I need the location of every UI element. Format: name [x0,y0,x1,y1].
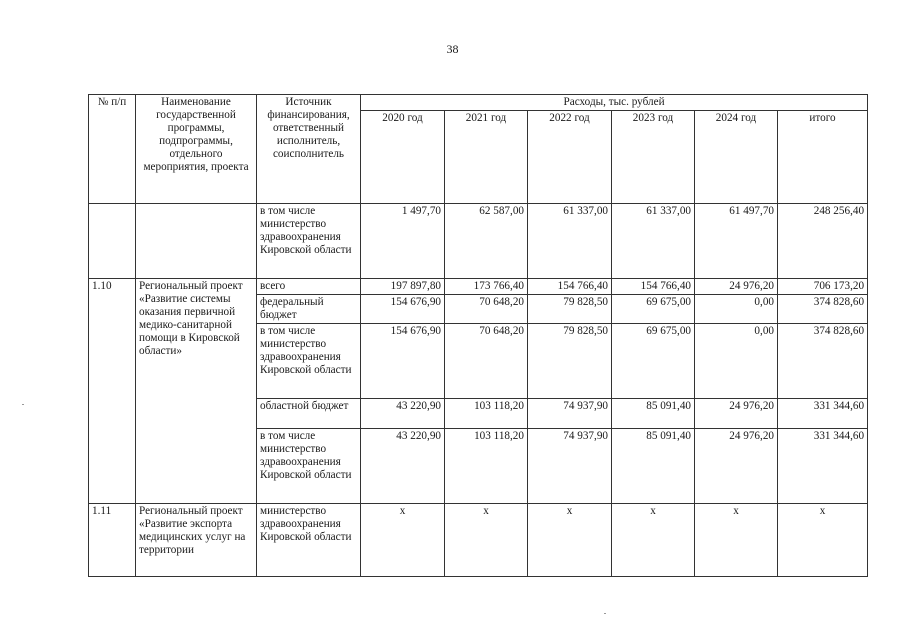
cell-value: 24 976,20 [695,429,778,504]
cell-source: министерство здравоохранения Кировской области [257,504,361,577]
cell-value: 24 976,20 [695,279,778,295]
header-source: Источник финансирования, ответственный исполнитель, соисполнитель [257,95,361,204]
header-year: 2021 год [445,111,528,204]
cell-source: в том числе министерство здравоохранения Кировской области [257,429,361,504]
cell-source: областной бюджет [257,399,361,429]
cell-value: 24 976,20 [695,399,778,429]
cell-name: Региональный проект «Развитие системы оказания первичной медико-санитарной помощи в Кировской области» [136,279,257,504]
cell-value: 69 675,00 [612,324,695,399]
cell-total: х [778,504,868,577]
header-total: итого [778,111,868,204]
cell-value: 173 766,40 [445,279,528,295]
cell-no: 1.10 [89,279,136,504]
cell-total: 331 344,60 [778,429,868,504]
cell-total: 248 256,40 [778,204,868,279]
cell-value: 43 220,90 [361,399,445,429]
cell-value: 154 676,90 [361,295,445,324]
cell-value: 79 828,50 [528,295,612,324]
cell-source: федеральный бюджет [257,295,361,324]
cell-value: 70 648,20 [445,324,528,399]
cell-name [136,204,257,279]
cell-source: в том числе министерство здравоохранения Кировской области [257,324,361,399]
cell-source: в том числе министерство здравоохранения Кировской области [257,204,361,279]
cell-value: х [445,504,528,577]
cell-value: х [612,504,695,577]
cell-value: 1 497,70 [361,204,445,279]
cell-value: 74 937,90 [528,399,612,429]
cell-value: 61 337,00 [528,204,612,279]
cell-no [89,204,136,279]
header-year: 2023 год [612,111,695,204]
cell-value: х [528,504,612,577]
header-year: 2022 год [528,111,612,204]
cell-value: 154 766,40 [528,279,612,295]
header-name: Наименование государственной программы, подпрограммы, отдельного мероприятия, проекта [136,95,257,204]
cell-total: 331 344,60 [778,399,868,429]
cell-value: 154 766,40 [612,279,695,295]
budget-table [88,94,868,577]
page-number: 38 [446,42,459,56]
cell-value: 70 648,20 [445,295,528,324]
scan-speck [604,613,606,614]
cell-value: х [695,504,778,577]
cell-value: 103 118,20 [445,399,528,429]
header-expenses: Расходы, тыс. рублей [361,95,868,111]
cell-source: всего [257,279,361,295]
cell-value: 61 337,00 [612,204,695,279]
cell-total: 706 173,20 [778,279,868,295]
cell-value: 85 091,40 [612,429,695,504]
header-year: 2020 год [361,111,445,204]
cell-value: 197 897,80 [361,279,445,295]
table-row [89,279,868,295]
cell-value: 103 118,20 [445,429,528,504]
cell-value: х [361,504,445,577]
cell-name: Региональный проект «Развитие экспорта медицинских услуг на территории [136,504,257,577]
header-row [89,95,868,111]
cell-value: 0,00 [695,324,778,399]
cell-value: 74 937,90 [528,429,612,504]
table-row [89,204,868,279]
table-row [89,504,868,577]
scan-speck [22,404,24,405]
cell-value: 0,00 [695,295,778,324]
header-no: № п/п [89,95,136,204]
cell-value: 154 676,90 [361,324,445,399]
cell-total: 374 828,60 [778,295,868,324]
cell-value: 79 828,50 [528,324,612,399]
cell-no: 1.11 [89,504,136,577]
cell-value: 61 497,70 [695,204,778,279]
cell-value: 85 091,40 [612,399,695,429]
header-year: 2024 год [695,111,778,204]
cell-total: 374 828,60 [778,324,868,399]
cell-value: 62 587,00 [445,204,528,279]
cell-value: 43 220,90 [361,429,445,504]
cell-value: 69 675,00 [612,295,695,324]
